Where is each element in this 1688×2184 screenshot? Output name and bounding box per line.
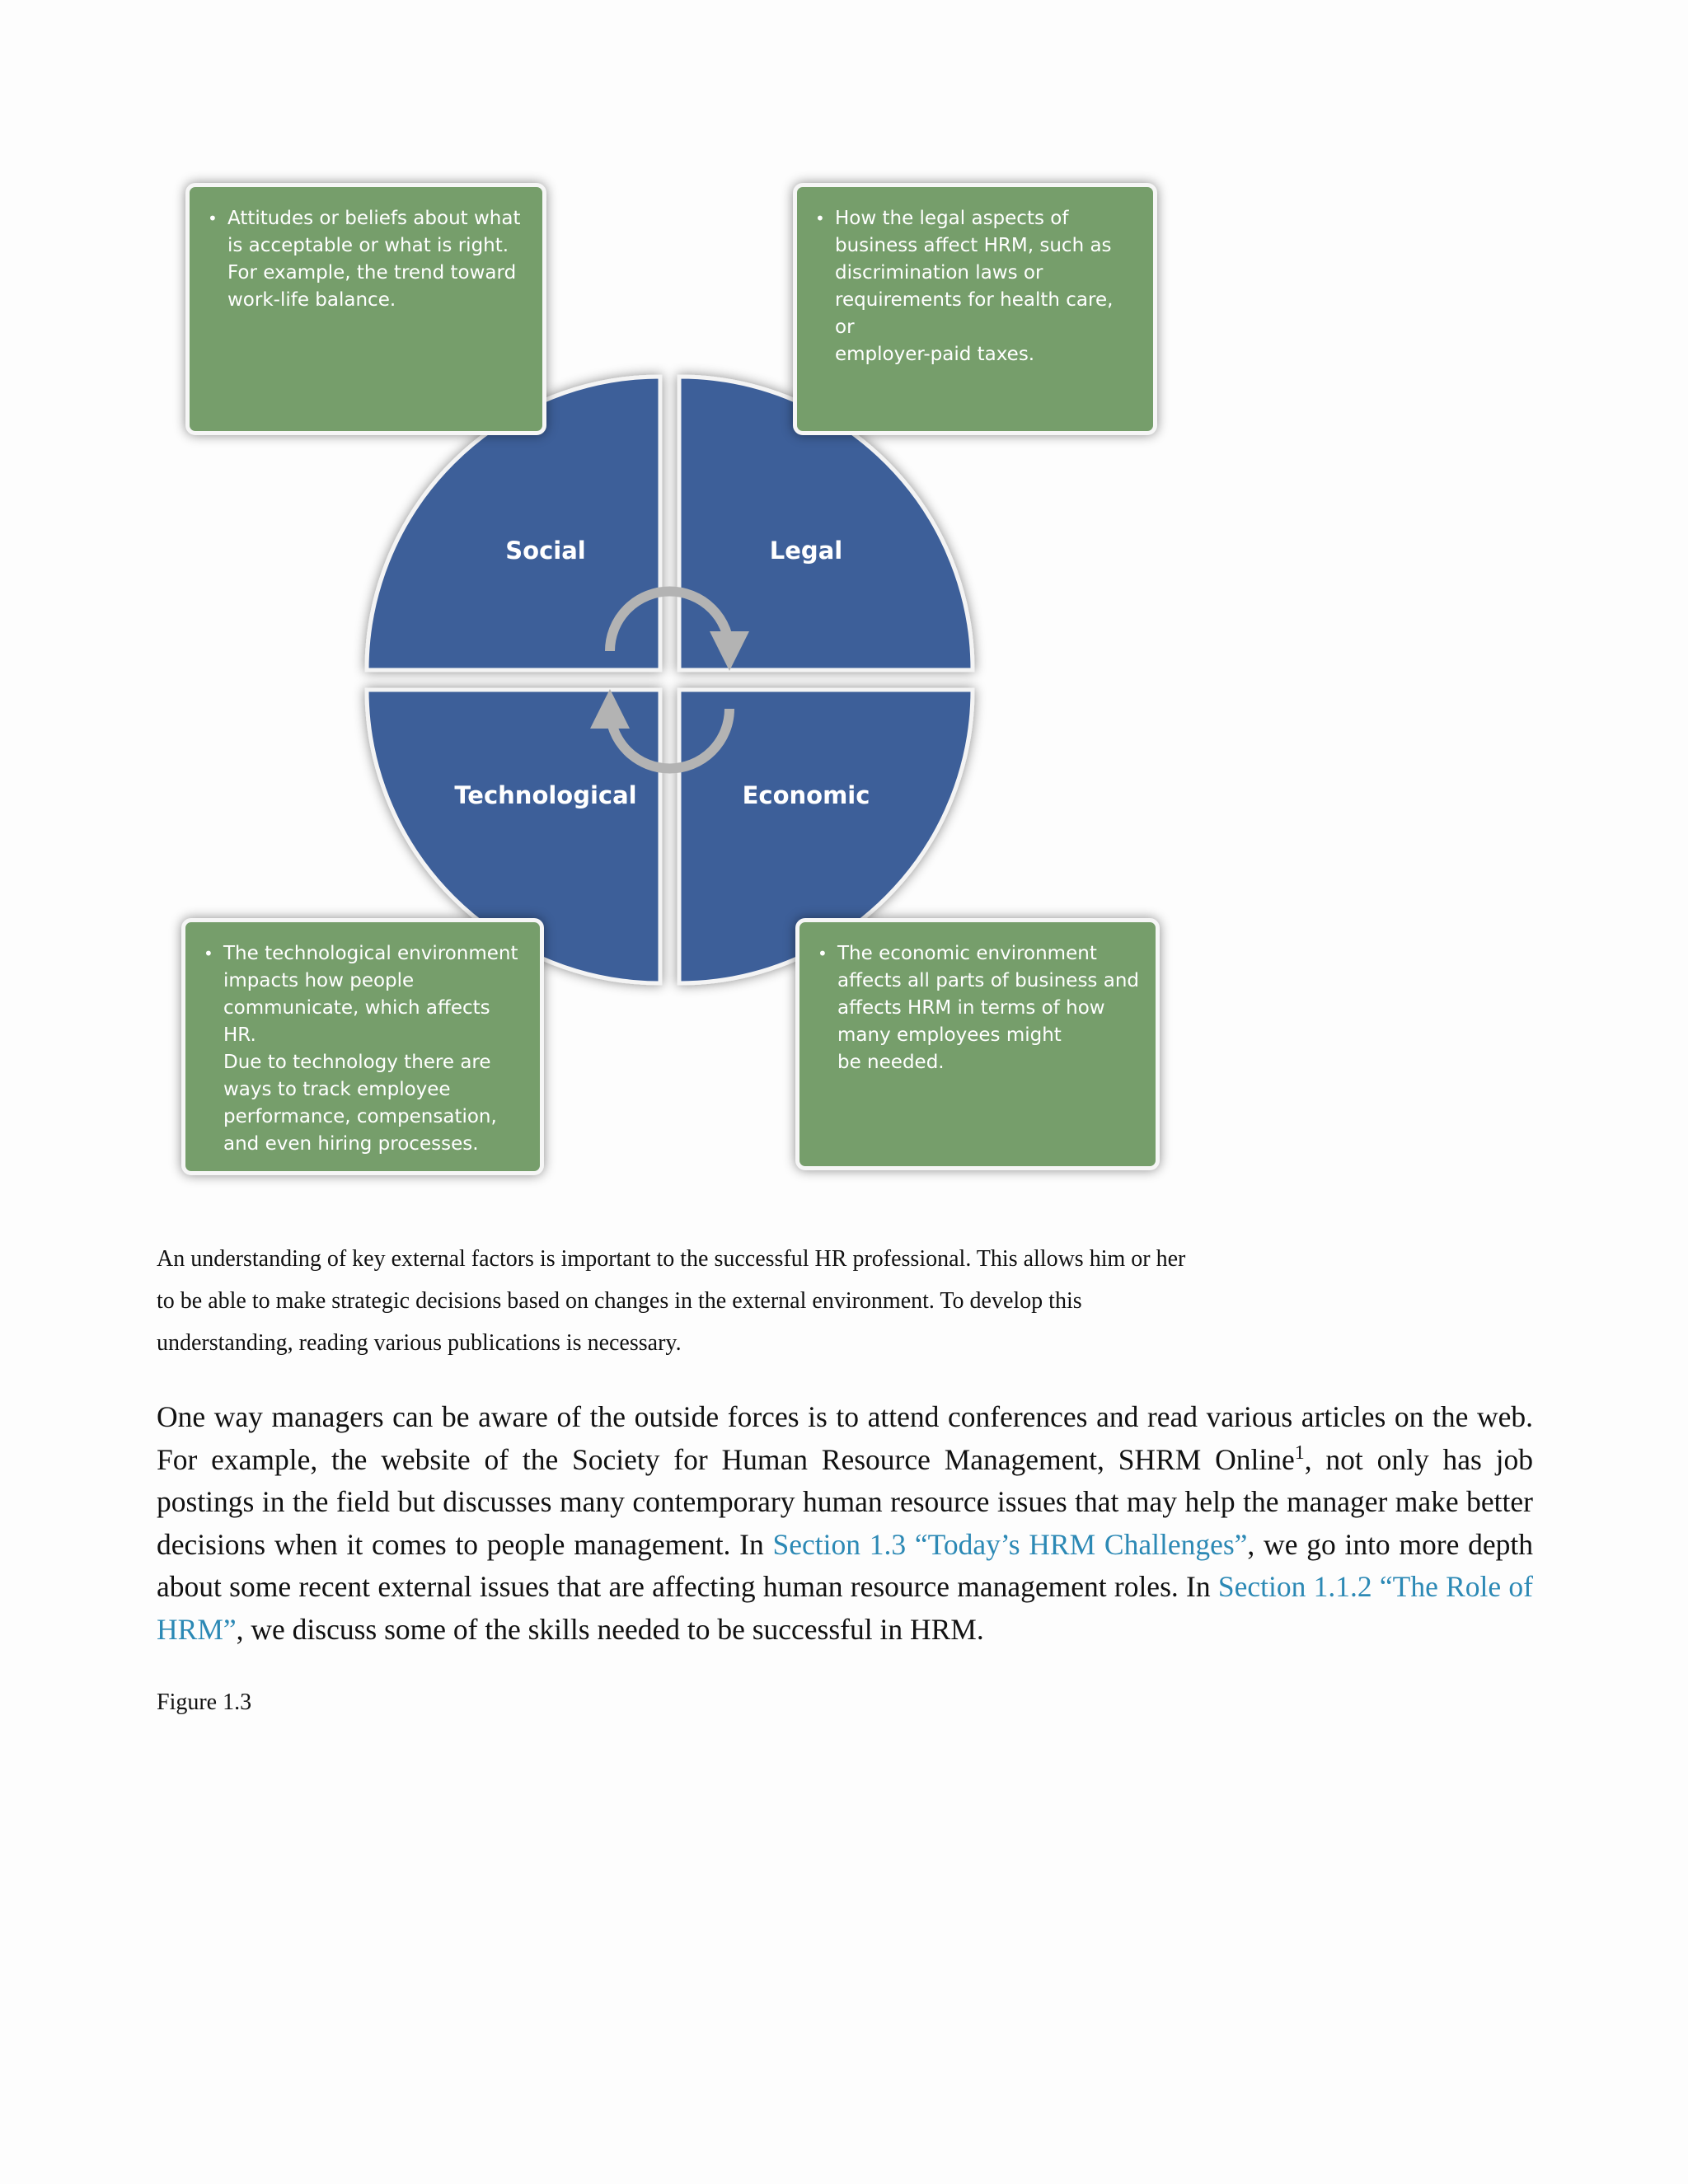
bullet-icon: • bbox=[204, 944, 213, 963]
callout-economic bbox=[795, 918, 1160, 1170]
bullet-icon: • bbox=[818, 944, 828, 963]
body-text-part4: , we discuss some of the skills needed to be successful in HRM. bbox=[236, 1612, 984, 1646]
pest-factors-diagram bbox=[165, 165, 1187, 1187]
bullet-icon: • bbox=[815, 209, 825, 228]
callout-legal bbox=[793, 183, 1157, 435]
callout-economic-text: The economic environment affects all parts of business and affects HRM in terms of how many employees might be needed. bbox=[837, 943, 1140, 1073]
figure-label: Figure 1.3 bbox=[157, 1690, 252, 1715]
body-text-part2: , not only has job postings in the field but discusses many contemporary human resource issues that may help the manager make better decisions when it comes to people management. In bbox=[157, 1442, 1534, 1561]
bullet-icon: • bbox=[208, 209, 218, 228]
figure-caption: An understanding of key external factors is important to the successful HR professional. This allows him or her to be able to make strategic decisions based on changes in the external environment. To develop this understanding, reading various publications is necessary. bbox=[157, 1246, 1186, 1356]
callout-technological bbox=[181, 918, 544, 1175]
quadrant-label-legal: Legal bbox=[769, 537, 843, 565]
callout-technological-text: The technological environment impacts how people communicate, which affects HR. Due to technology there are ways to track employee performance, compensation, and even hiring processes. bbox=[223, 943, 518, 1155]
quadrant-label-technological: Technological bbox=[454, 781, 637, 809]
body-text-part1: One way managers can be aware of the outside forces is to attend conferences and read various articles on the web. For example, the website of the Society for Human Resource Management, SHRM Online bbox=[157, 1400, 1533, 1476]
section-link-role-of-hrm[interactable]: Section 1.1.2 “The Role of HRM” bbox=[157, 1570, 1533, 1646]
callout-social bbox=[185, 183, 546, 435]
section-link-hrm-challenges[interactable]: Section 1.3 “Today’s HRM Challenges” bbox=[772, 1527, 1248, 1561]
quadrant-label-economic: Economic bbox=[742, 781, 870, 809]
callout-legal-text: How the legal aspects of business affect HRM, such as discrimination laws or requirements for health care, or employer-paid taxes. bbox=[835, 208, 1114, 365]
body-text-part3: , we go into more depth about some recent external issues that are affecting human resource management roles. In bbox=[157, 1527, 1533, 1603]
footnote-ref[interactable]: 1 bbox=[1294, 1441, 1305, 1464]
quadrant-label-social: Social bbox=[505, 537, 586, 565]
callout-social-text: Attitudes or beliefs about what is acceptable or what is right. For example, the trend toward work-life balance. bbox=[227, 208, 521, 311]
body-paragraph bbox=[157, 1396, 1533, 1651]
